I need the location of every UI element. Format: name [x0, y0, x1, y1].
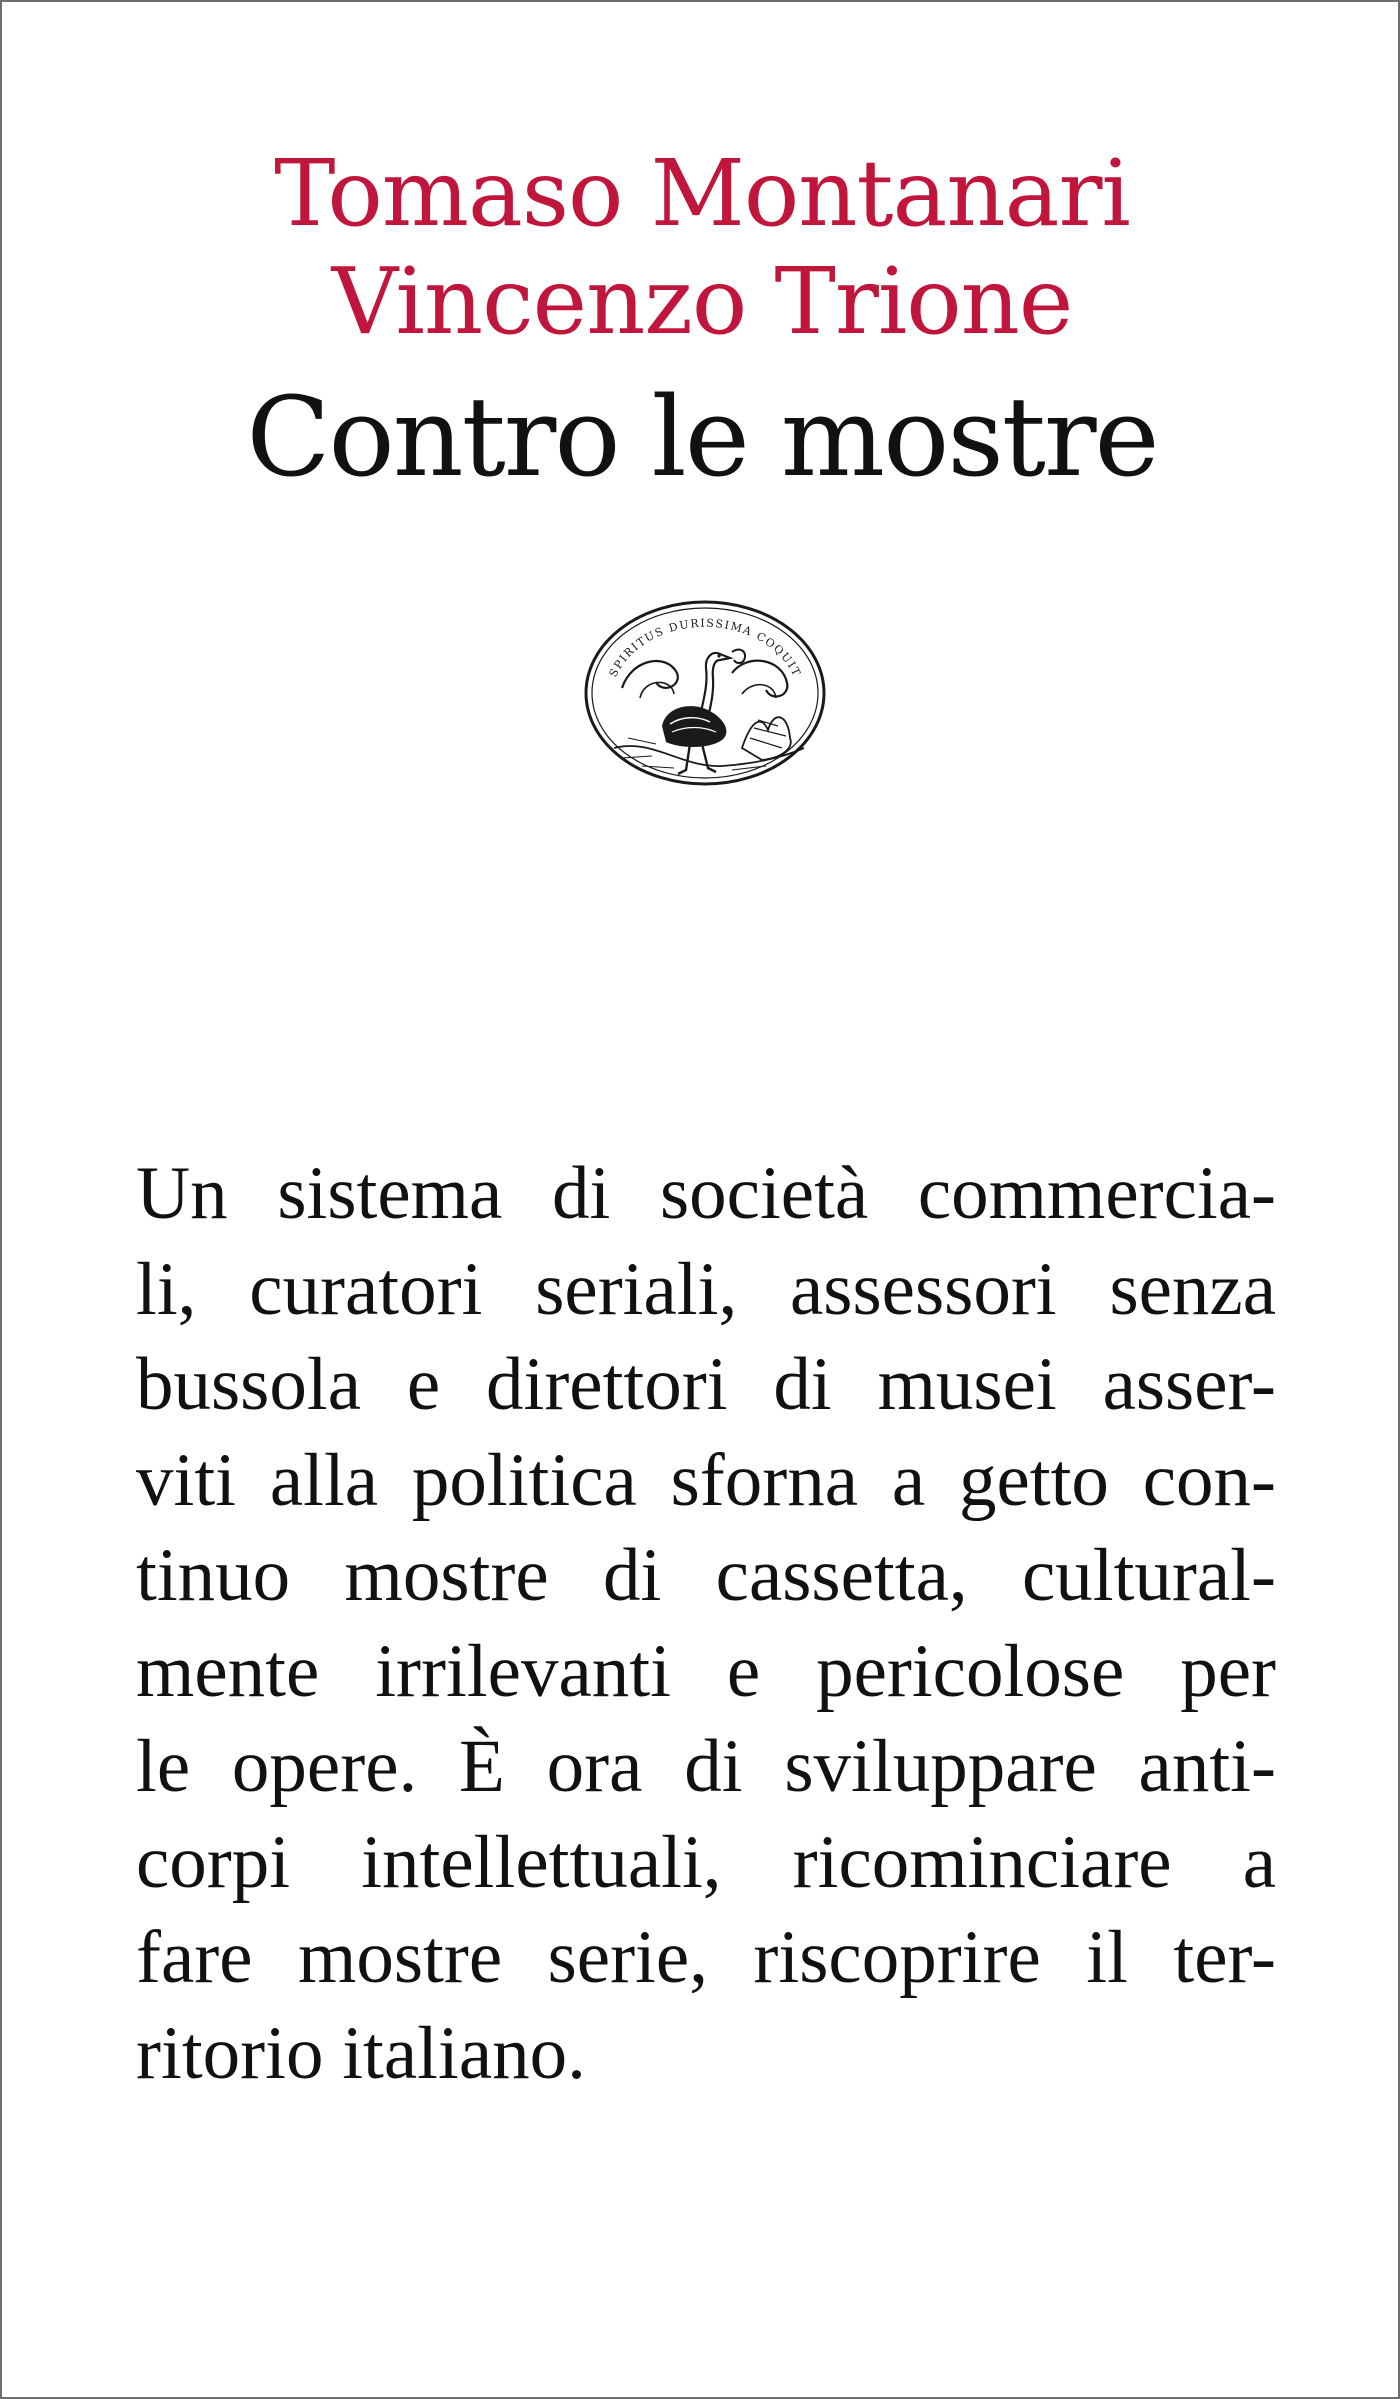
blurb-line-7: le opere. È ora di sviluppare anti- [136, 1725, 1276, 1808]
author-name-1: Tomaso Montanari [274, 140, 1130, 247]
blurb-line-8: corpi intellettuali, ricominciare a [136, 1820, 1276, 1904]
author-name-2: Vincenzo Trione [331, 248, 1073, 355]
ostrich-emblem-icon [582, 598, 828, 788]
back-cover-blurb [136, 1146, 1276, 2101]
blurb-line-10: ritorio italiano. [136, 2011, 586, 2095]
blurb-line-9: fare mostre serie, riscoprire il ter- [136, 1916, 1276, 1999]
blurb-line-4: viti alla politica sforna a getto con- [136, 1438, 1276, 1522]
book-title: Contro le mostre [246, 373, 1158, 501]
blurb-line-6: mente irrilevanti e pericolose per [136, 1629, 1276, 1713]
emblem-motto: SPIRITUS DURISSIMA COQUIT [606, 616, 804, 680]
blurb-line-5: tinuo mostre di cassetta, cultural- [136, 1534, 1276, 1617]
blurb-line-1: Un sistema di società commercia- [136, 1152, 1276, 1235]
blurb-line-3: bussola e direttori di musei asser- [136, 1343, 1276, 1426]
blurb-line-2: li, curatori seriali, assessori senza [136, 1247, 1276, 1331]
